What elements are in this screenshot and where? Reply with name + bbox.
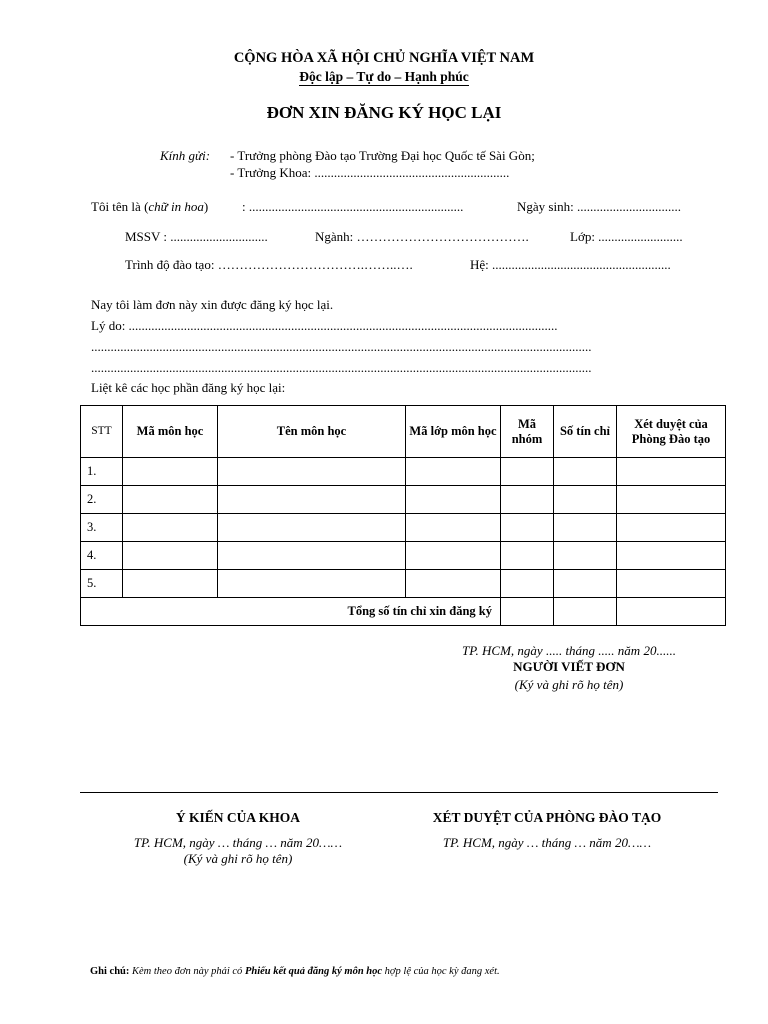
motto (0, 69, 768, 85)
class-code-cell[interactable] (406, 486, 501, 514)
reason-dots-2: .......................................................................................................................................................... (91, 360, 592, 375)
group-code-cell[interactable] (501, 458, 554, 486)
row-number: 4. (81, 542, 123, 570)
name-suffix: ) (203, 199, 209, 214)
header-course-name: Tên môn học (218, 406, 406, 458)
recipient-line-2: - Trưởng Khoa: ............................................................ (230, 165, 510, 180)
footnote-text-before: Kèm theo đơn này phải có (129, 966, 245, 977)
table-row (81, 458, 726, 486)
total-credits-cell[interactable] (554, 598, 617, 626)
row-number: 5. (81, 570, 123, 598)
faculty-note: (Ký và ghi rõ họ tên) (183, 851, 293, 866)
course-code-cell[interactable] (123, 542, 218, 570)
course-table (80, 405, 726, 626)
section-divider (80, 792, 718, 793)
name-hint: chữ in hoa (148, 199, 204, 214)
header-class-code: Mã lớp môn học (406, 406, 501, 458)
row-number: 1. (81, 458, 123, 486)
motto-text: Độc lập – Tự do – Hạnh phúc (299, 69, 469, 84)
reason-field: Lý do: .................................................................................................................................... (91, 318, 558, 333)
major-field: Ngành: …………………………………. (315, 229, 529, 244)
total-approval-cell (617, 598, 726, 626)
class-code-cell[interactable] (406, 570, 501, 598)
faculty-date: TP. HCM, ngày … tháng … năm 20…… (133, 835, 343, 850)
class-code-cell[interactable] (406, 542, 501, 570)
row-number: 3. (81, 514, 123, 542)
recipients-label (160, 148, 210, 164)
course-code-cell[interactable] (123, 570, 218, 598)
request-text: Nay tôi làm đơn này xin được đăng ký học lại. (91, 297, 334, 312)
course-code-cell[interactable] (123, 486, 218, 514)
group-code-cell[interactable] (501, 486, 554, 514)
credits-cell[interactable] (554, 486, 617, 514)
table-row (81, 570, 726, 598)
signature-date: TP. HCM, ngày ..... tháng ..... năm 20...... (462, 643, 676, 658)
approval-cell (617, 542, 726, 570)
table-header-row (81, 406, 726, 458)
total-credits-label: Tổng số tín chỉ xin đăng ký (81, 598, 501, 626)
approval-cell (617, 458, 726, 486)
table-total-row (81, 598, 726, 626)
table-row (81, 514, 726, 542)
header-credits: Số tín chỉ (554, 406, 617, 458)
header-course-code: Mã môn học (123, 406, 218, 458)
row-number: 2. (81, 486, 123, 514)
system-field: Hệ: ....................................................... (470, 257, 671, 272)
course-code-cell[interactable] (123, 458, 218, 486)
course-name-cell[interactable] (218, 458, 406, 486)
footnote-bold-text: Phiếu kết quả đăng ký môn học (244, 966, 383, 977)
approval-cell (617, 514, 726, 542)
recipient-line-1: - Trưởng phòng Đào tạo Trường Đại học Quốc tế Sài Gòn; (230, 148, 535, 163)
name-field (91, 199, 208, 215)
signature-title: NGƯỜI VIẾT ĐƠN (513, 659, 625, 674)
class-field: Lớp: .......................... (570, 229, 683, 244)
mssv-field: MSSV : .............................. (125, 229, 268, 244)
name-prefix: Tôi tên là ( (91, 199, 149, 214)
recipients-label-text: Kính gửi (160, 148, 206, 163)
course-name-cell[interactable] (218, 570, 406, 598)
approval-cell (617, 486, 726, 514)
level-field: Trình độ đào tạo: …………………………….……..…. (125, 257, 413, 272)
reason-dots-1: .......................................................................................................................................................... (91, 339, 592, 354)
group-code-cell[interactable] (501, 514, 554, 542)
credits-cell[interactable] (554, 570, 617, 598)
group-code-cell[interactable] (501, 570, 554, 598)
class-code-cell[interactable] (406, 514, 501, 542)
name-dots: : .................................................................. (242, 199, 464, 214)
course-name-cell[interactable] (218, 486, 406, 514)
header-group-code: Mã nhóm (501, 406, 554, 458)
footnote-label: Ghi chú: (90, 966, 130, 977)
credits-cell[interactable] (554, 514, 617, 542)
signature-note: (Ký và ghi rõ họ tên) (514, 677, 624, 692)
total-group-cell (501, 598, 554, 626)
header-stt: STT (81, 406, 123, 458)
dob-field: Ngày sinh: ................................ (517, 199, 681, 214)
course-name-cell[interactable] (218, 542, 406, 570)
course-name-cell[interactable] (218, 514, 406, 542)
table-row (81, 542, 726, 570)
credits-cell[interactable] (554, 458, 617, 486)
faculty-title: Ý KIẾN CỦA KHOA (175, 810, 301, 825)
footnote-text-after: hợp lệ của học kỳ đang xét. (382, 966, 500, 977)
table-row (81, 486, 726, 514)
country-heading: CỘNG HÒA XÃ HỘI CHỦ NGHĨA VIỆT NAM (233, 50, 535, 66)
footnote (90, 966, 500, 977)
class-code-cell[interactable] (406, 458, 501, 486)
course-list-label: Liệt kê các học phần đăng ký học lại: (91, 380, 286, 395)
header-approval: Xét duyệt của Phòng Đào tạo (617, 406, 726, 458)
credits-cell[interactable] (554, 542, 617, 570)
approval-cell (617, 570, 726, 598)
group-code-cell[interactable] (501, 542, 554, 570)
training-office-title: XÉT DUYỆT CỦA PHÒNG ĐÀO TẠO (432, 810, 662, 825)
course-code-cell[interactable] (123, 514, 218, 542)
document-title: ĐƠN XIN ĐĂNG KÝ HỌC LẠI (266, 103, 502, 122)
training-office-date: TP. HCM, ngày … tháng … năm 20…… (442, 835, 652, 850)
recipients-colon: : (205, 148, 211, 163)
